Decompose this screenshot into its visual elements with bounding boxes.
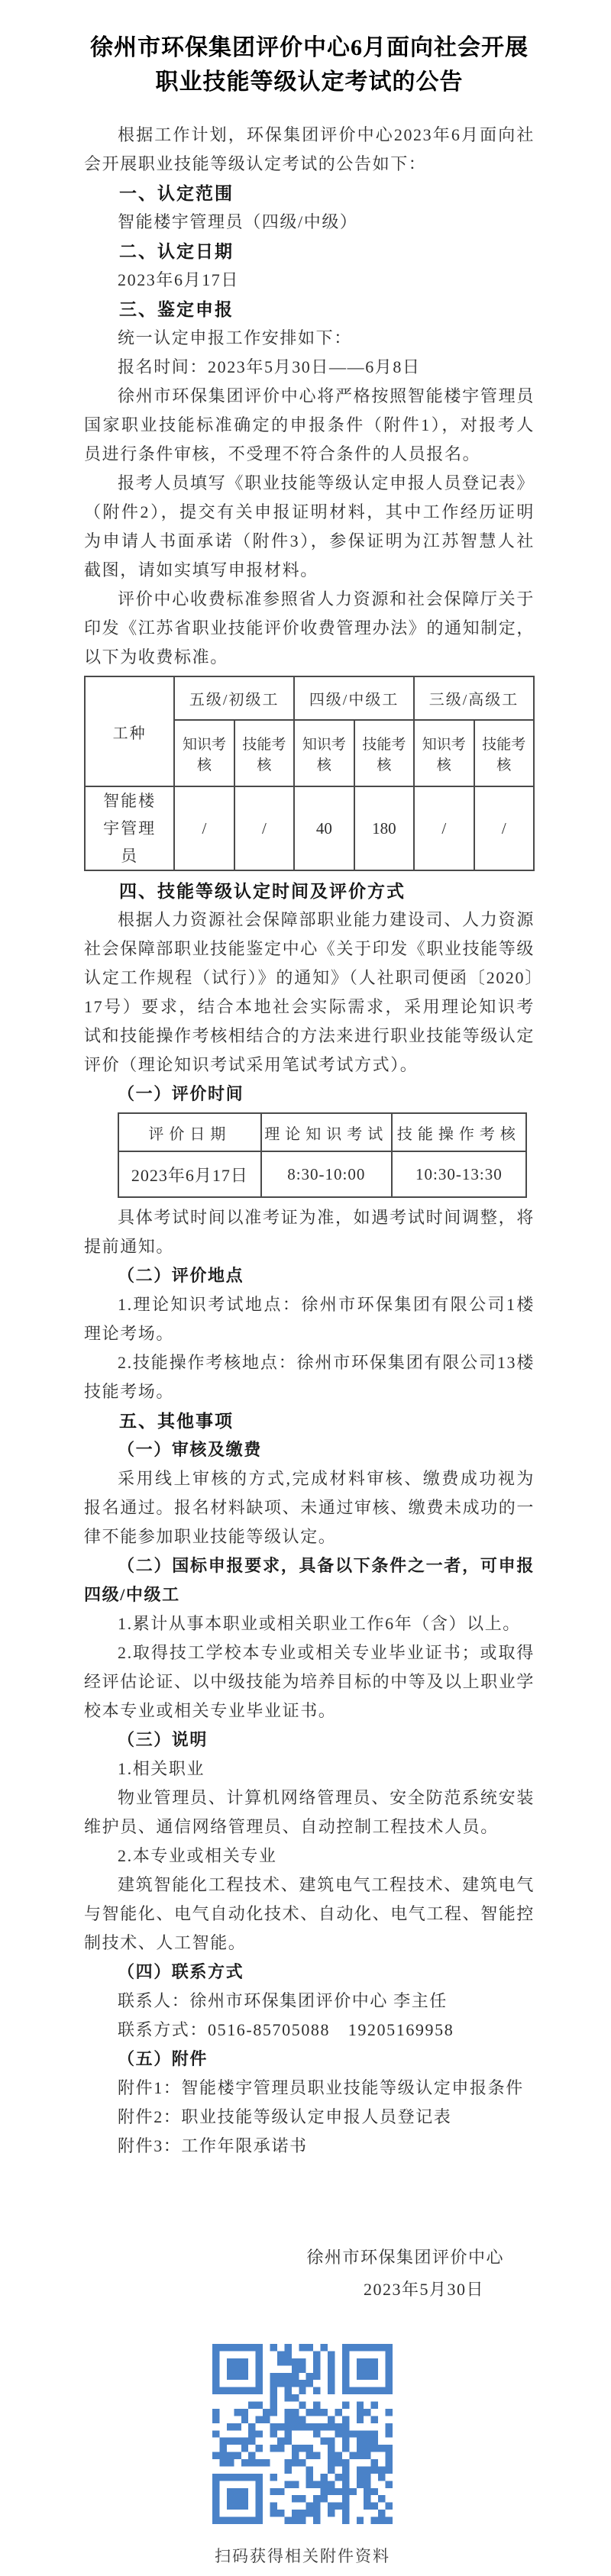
qr-caption: 扫码获得相关附件资料 — [215, 2547, 390, 2565]
intro-paragraph: 根据工作计划，环保集团评价中心2023年6月面向社会开展职业技能等级认定考试的公告如下： — [84, 125, 535, 173]
doc-title-line2: 职业技能等级认定考试的公告 — [155, 69, 464, 95]
section-4-paragraph-1: 根据人力资源社会保障部职业能力建设司、人力资源社会保障部职业技能鉴定中心《关于印发《职业技能等级认定工作规程（试行）》的通知》（人社职司便函〔2020〕17号）要求，结合本地社会实际需求，采用理论知识考试和技能操作考核相结合的方法来进行职业技能等级认定评价（理论知识考试采用笔试考试方式）。 — [84, 910, 535, 1074]
fee-table-corner-cell: 工种 — [85, 676, 174, 786]
fee-table-sub-header: 技能考核 — [354, 720, 414, 786]
eval-table-header: 理论知识考试 — [261, 1113, 392, 1151]
qr-code — [212, 2344, 393, 2524]
section-3-heading: 三、鉴定申报 — [119, 299, 234, 319]
fee-table-value-cell: / — [174, 786, 234, 870]
section-3-paragraph-1: 统一认定申报工作安排如下： — [118, 328, 352, 347]
section-5-sub-heading-4: （四）联系方式 — [118, 1962, 244, 1981]
fee-table-sub-header: 知识考核 — [294, 720, 354, 786]
fee-table-sub-header: 技能考核 — [234, 720, 294, 786]
fee-table — [84, 676, 535, 871]
section-5-sub-heading-2: （二）国标申报要求，具备以下条件之一者，可申报四级/中级工 — [84, 1556, 535, 1604]
section-5-sub-heading-3: （三）说明 — [118, 1730, 209, 1749]
contact-person: 联系人：徐州市环保集团评价中心 李主任 — [118, 1991, 448, 2010]
attachment-1: 附件1：智能楼宇管理员职业技能等级认定申报条件 — [118, 2078, 524, 2097]
fee-table-level-header: 五级/初级工 — [174, 676, 294, 720]
eval-table-header: 技能操作考核 — [392, 1113, 526, 1151]
section-5-paragraph-1: 采用线上审核的方式,完成材料审核、缴费成功视为报名通过。报名材料缺项、未通过审核、缴费未成功的一律不能参加职业技能等级认定。 — [84, 1469, 535, 1546]
eval-table-header: 评价日期 — [118, 1113, 261, 1151]
fee-table-value-cell: 180 — [354, 786, 414, 870]
fee-table-sub-header: 知识考核 — [174, 720, 234, 786]
section-3-paragraph-2: 报名时间：2023年5月30日——6月8日 — [118, 357, 421, 376]
section-5-paragraph-3: 2.取得技工学校本专业或相关专业毕业证书；或取得经评估论证、以中级技能为培养目标的中等及以上职业学校本专业或相关专业毕业证书。 — [84, 1643, 535, 1720]
fee-table-sub-header: 知识考核 — [414, 720, 474, 786]
section-4-paragraph-4: 2.技能操作考核地点：徐州市环保集团有限公司13楼技能考场。 — [84, 1353, 535, 1401]
attachment-3: 附件3：工作年限承诺书 — [118, 2136, 308, 2155]
eval-table-skill-time-cell: 10:30-13:30 — [392, 1151, 526, 1197]
section-5-sub-heading-1: （一）审核及缴费 — [118, 1440, 262, 1459]
signature-date: 2023年5月30日 — [363, 2280, 484, 2299]
fee-table-value-cell: / — [234, 786, 294, 870]
eval-table-theory-time-cell: 8:30-10:00 — [261, 1151, 392, 1197]
fee-table-value-cell: / — [474, 786, 535, 870]
section-5-sub-heading-5: （五）附件 — [118, 2049, 209, 2068]
section-5-paragraph-2: 1.累计从事本职业或相关职业工作6年（含）以上。 — [118, 1614, 521, 1633]
section-5-heading: 五、其他事项 — [119, 1411, 234, 1431]
contact-phone: 联系方式：0516-85705088 19205169958 — [118, 2020, 454, 2039]
section-2-heading: 二、认定日期 — [119, 241, 234, 261]
related-majors-label: 2.本专业或相关专业 — [118, 1846, 277, 1865]
related-occupations-list: 物业管理员、计算机网络管理员、安全防范系统安装维护员、通信网络管理员、自动控制工程技术人员。 — [84, 1788, 535, 1836]
section-1-heading: 一、认定范围 — [119, 183, 234, 203]
section-4-sub-heading-1: （一）评价时间 — [118, 1084, 244, 1103]
fee-table-trade-cell: 智能楼宇管理员 — [85, 786, 174, 870]
doc-title-line1: 徐州市环保集团评价中心6月面向社会开展 — [90, 35, 529, 60]
section-4-heading: 四、技能等级认定时间及评价方式 — [119, 881, 406, 901]
section-3-paragraph-5: 评价中心收费标准参照省人力资源和社会保障厅关于印发《江苏省职业技能评价收费管理办法》的通知制定，以下为收费标准。 — [84, 589, 535, 667]
signature-block — [84, 2243, 535, 2304]
fee-table-value-cell: / — [414, 786, 474, 870]
signature-org: 徐州市环保集团评价中心 — [306, 2248, 504, 2267]
doc-title — [84, 31, 535, 99]
section-3-paragraph-4: 报考人员填写《职业技能等级认定申报人员登记表》（附件2），提交有关申报证明材料，其中工作经历证明为申请人书面承诺（附件3），参保证明为江苏智慧人社截图，请如实填写申报材料。 — [84, 473, 535, 579]
section-4-sub-heading-2: （二）评价地点 — [118, 1266, 244, 1285]
fee-table-sub-header: 技能考核 — [474, 720, 535, 786]
section-4-paragraph-2: 具体考试时间以准考证为准，如遇考试时间调整，将提前通知。 — [84, 1208, 535, 1256]
related-occupations-label: 1.相关职业 — [118, 1759, 205, 1778]
section-2-body: 2023年6月17日 — [118, 270, 240, 289]
eval-table-date-cell: 2023年6月17日 — [118, 1151, 261, 1197]
evaluation-time-table — [118, 1112, 527, 1198]
related-majors-list: 建筑智能化工程技术、建筑电气工程技术、建筑电气与智能化、电气自动化技术、自动化、电气工程、智能控制技术、人工智能。 — [84, 1875, 535, 1952]
attachment-2: 附件2：职业技能等级认定申报人员登记表 — [118, 2107, 452, 2126]
fee-table-level-header: 四级/中级工 — [294, 676, 414, 720]
section-3-paragraph-3: 徐州市环保集团评价中心将严格按照智能楼宇管理员国家职业技能标准确定的申报条件（附件1），对报考人员进行条件审核，不受理不符合条件的人员报名。 — [84, 386, 535, 463]
section-1-body: 智能楼宇管理员（四级/中级） — [118, 212, 358, 231]
fee-table-level-header: 三级/高级工 — [414, 676, 534, 720]
section-4-paragraph-3: 1.理论知识考试地点：徐州市环保集团有限公司1楼理论考场。 — [84, 1295, 535, 1343]
fee-table-value-cell: 40 — [294, 786, 354, 870]
